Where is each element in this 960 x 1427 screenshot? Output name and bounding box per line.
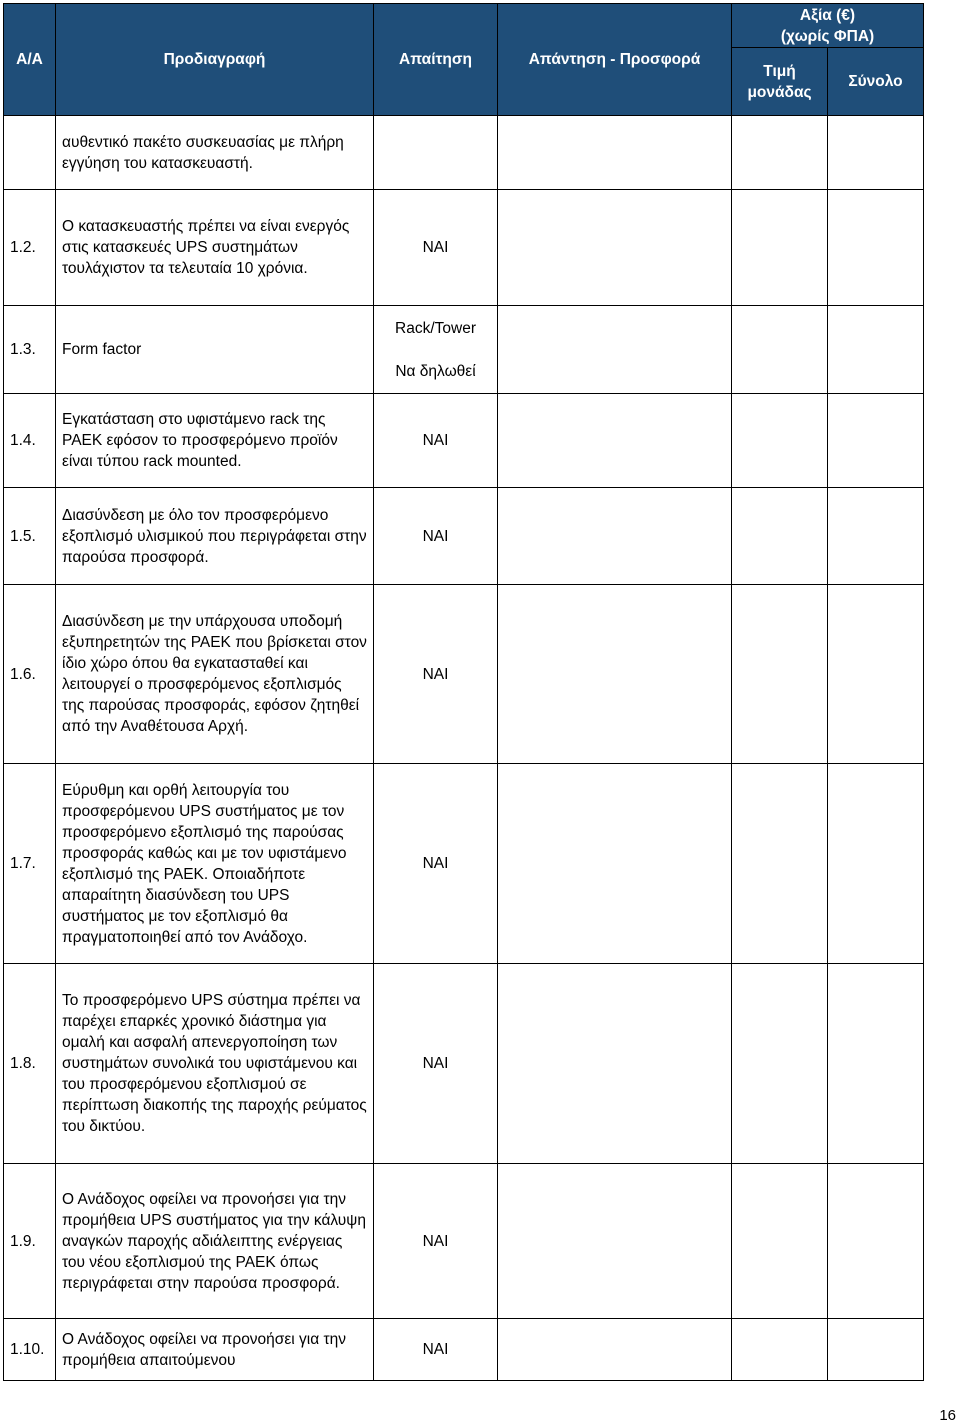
row-requirement-line2: Να δηλωθεί — [395, 362, 476, 380]
row-requirement: ΝΑΙ — [374, 488, 498, 585]
header-response: Απάντηση - Προσφορά — [498, 4, 732, 116]
table-row — [4, 585, 924, 764]
row-unit-price — [732, 1319, 828, 1381]
row-description: Ο Ανάδοχος οφείλει να προνοήσει για την προμήθεια UPS συστήματος για την κάλυψη αναγκών παροχής αδιάλειπτης ενέργειας του νέου εξοπλισμού της ΡΑΕΚ όπως περιγράφεται στην παρούσα προσφορά. — [56, 1164, 374, 1319]
page-number: 16 — [939, 1407, 956, 1424]
table-header — [4, 4, 924, 116]
row-total — [828, 190, 924, 306]
row-response — [498, 964, 732, 1164]
row-number: 1.4. — [4, 394, 56, 488]
table-row — [4, 116, 924, 190]
row-response — [498, 116, 732, 190]
row-requirement — [374, 306, 498, 394]
header-unit-price — [732, 48, 828, 116]
table-row — [4, 394, 924, 488]
row-unit-price — [732, 394, 828, 488]
row-requirement: ΝΑΙ — [374, 964, 498, 1164]
row-description: Το προσφερόμενο UPS σύστημα πρέπει να παρέχει επαρκές χρονικό διάστημα για ομαλή και ασφαλή απενεργοποίηση των συστημάτων συνολικά του υφιστάμενου και του προσφερόμενου εξοπλισμού σε περίπτωση διακοπής της παροχής ρεύματος του δικτύου. — [56, 964, 374, 1164]
row-number: 1.8. — [4, 964, 56, 1164]
row-total — [828, 764, 924, 964]
header-value-line2: (χωρίς ΦΠΑ) — [780, 27, 875, 45]
row-number: 1.5. — [4, 488, 56, 585]
row-total — [828, 964, 924, 1164]
table-row — [4, 1164, 924, 1319]
row-response — [498, 394, 732, 488]
row-unit-price — [732, 306, 828, 394]
row-number: 1.10. — [4, 1319, 56, 1381]
row-unit-price — [732, 488, 828, 585]
row-unit-price — [732, 585, 828, 764]
header-total: Σύνολο — [828, 48, 924, 116]
header-aa: Α/Α — [4, 4, 56, 116]
row-unit-price — [732, 964, 828, 1164]
row-total — [828, 1164, 924, 1319]
header-spec: Προδιαγραφή — [56, 4, 374, 116]
row-description: Ο Ανάδοχος οφείλει να προνοήσει για την προμήθεια απαιτούμενου — [56, 1319, 374, 1381]
row-requirement: ΝΑΙ — [374, 764, 498, 964]
row-requirement-line1: Rack/Tower — [395, 319, 476, 337]
row-response — [498, 306, 732, 394]
row-response — [498, 585, 732, 764]
row-description: Διασύνδεση με όλο τον προσφερόμενο εξοπλισμό υλισμικού που περιγράφεται στην παρούσα προσφορά. — [56, 488, 374, 585]
header-value-group — [732, 4, 924, 48]
row-requirement: ΝΑΙ — [374, 1319, 498, 1381]
row-unit-price — [732, 1164, 828, 1319]
row-number: 1.2. — [4, 190, 56, 306]
header-unit-price-line2: μονάδας — [747, 83, 812, 101]
row-requirement: ΝΑΙ — [374, 190, 498, 306]
table-row — [4, 764, 924, 964]
row-number — [4, 116, 56, 190]
row-description: Εύρυθμη και ορθή λειτουργία του προσφερόμενου UPS συστήματος με τον προσφερόμενο εξοπλισμό της παρούσας προσφοράς καθώς και με τον υφιστάμενο εξοπλισμό της ΡΑΕΚ. Οποιαδήποτε απαραίτητη διασύνδεση του UPS συστήματος με τον εξοπλισμό θα πραγματοποιηθεί από τον Ανάδοχο. — [56, 764, 374, 964]
row-total — [828, 1319, 924, 1381]
row-requirement: ΝΑΙ — [374, 585, 498, 764]
row-total — [828, 306, 924, 394]
table-row — [4, 964, 924, 1164]
row-unit-price — [732, 116, 828, 190]
table-row — [4, 488, 924, 585]
row-description: Form factor — [56, 306, 374, 394]
row-total — [828, 116, 924, 190]
header-requirement: Απαίτηση — [374, 4, 498, 116]
table-row — [4, 1319, 924, 1381]
row-unit-price — [732, 190, 828, 306]
header-value-line1: Αξία (€) — [799, 6, 856, 24]
row-response — [498, 190, 732, 306]
specifications-table — [3, 3, 924, 1381]
row-response — [498, 1319, 732, 1381]
row-description: Ο κατασκευαστής πρέπει να είναι ενεργός στις κατασκευές UPS συστημάτων τουλάχιστον τα τελευταία 10 χρόνια. — [56, 190, 374, 306]
row-total — [828, 488, 924, 585]
row-response — [498, 488, 732, 585]
row-number: 1.9. — [4, 1164, 56, 1319]
row-description: αυθεντικό πακέτο συσκευασίας με πλήρη εγγύηση του κατασκευαστή. — [56, 116, 374, 190]
row-total — [828, 394, 924, 488]
row-number: 1.7. — [4, 764, 56, 964]
table-row — [4, 306, 924, 394]
row-requirement: ΝΑΙ — [374, 1164, 498, 1319]
header-unit-price-line1: Τιμή — [763, 62, 796, 80]
row-response — [498, 764, 732, 964]
row-unit-price — [732, 764, 828, 964]
row-number: 1.3. — [4, 306, 56, 394]
row-description: Διασύνδεση με την υπάρχουσα υποδομή εξυπηρετητών της ΡΑΕΚ που βρίσκεται στον ίδιο χώρο όπου θα εγκατασταθεί και λειτουργεί ο προσφερόμενος εξοπλισμός της παρούσας προσφοράς, εφόσον ζητηθεί από την Αναθέτουσα Αρχή. — [56, 585, 374, 764]
row-total — [828, 585, 924, 764]
row-requirement — [374, 116, 498, 190]
row-number: 1.6. — [4, 585, 56, 764]
row-description: Εγκατάσταση στο υφιστάμενο rack της ΡΑΕΚ εφόσον το προσφερόμενο προϊόν είναι τύπου rack mounted. — [56, 394, 374, 488]
row-requirement: ΝΑΙ — [374, 394, 498, 488]
row-response — [498, 1164, 732, 1319]
table-row — [4, 190, 924, 306]
